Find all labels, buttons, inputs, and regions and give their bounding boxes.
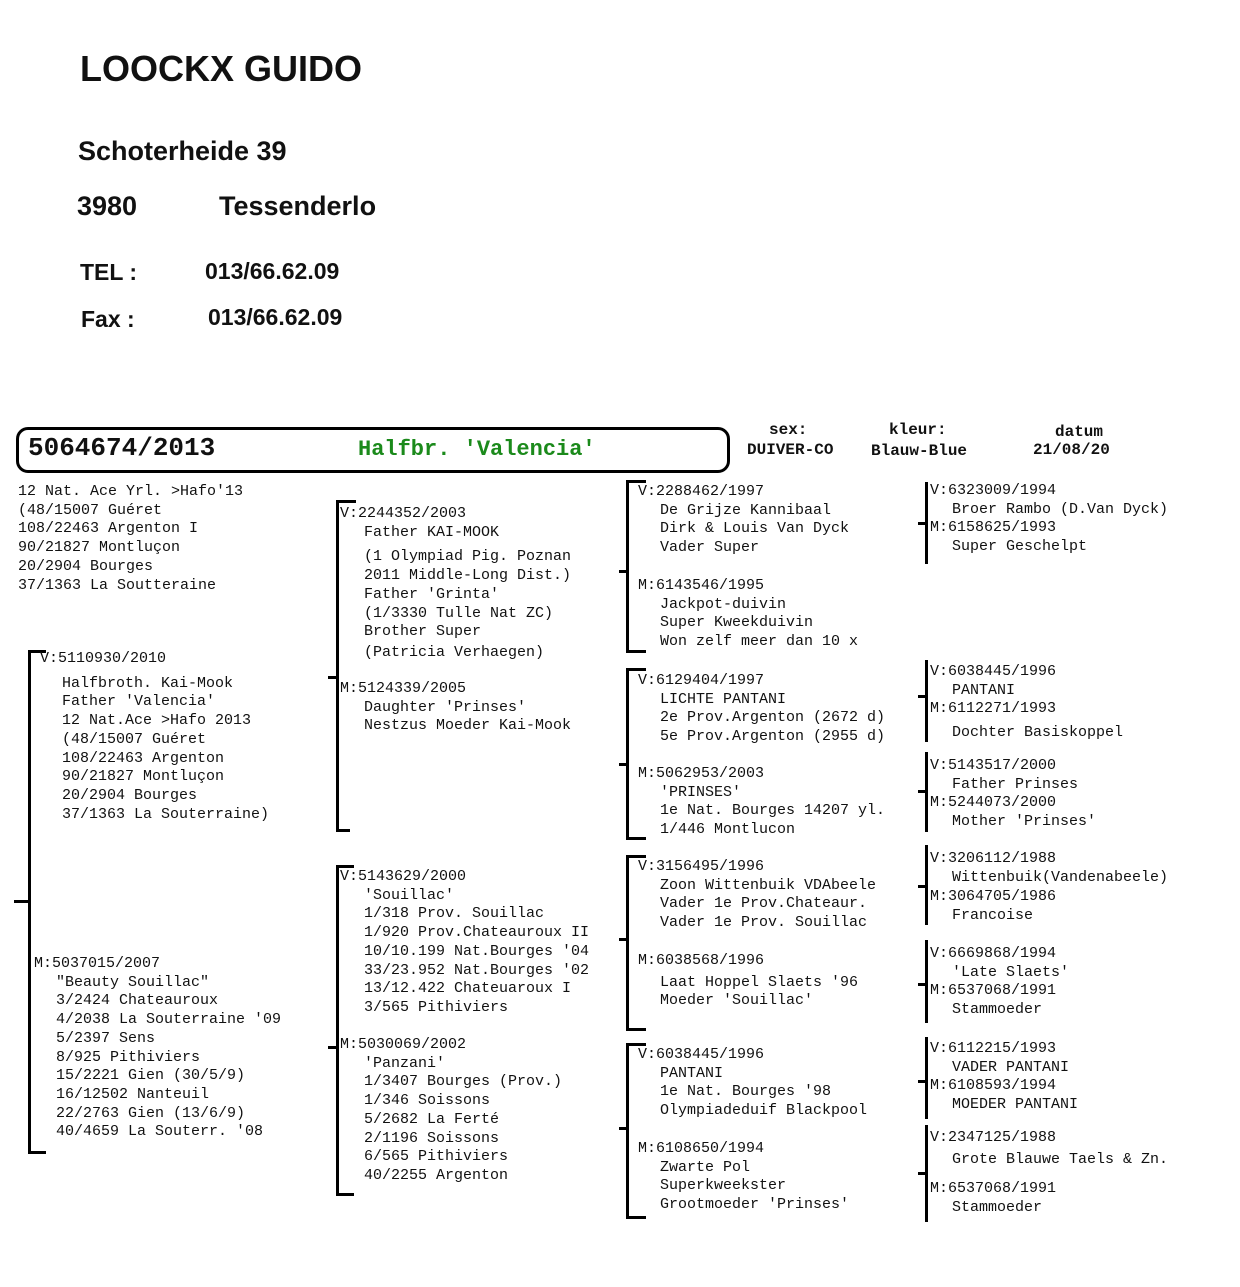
sd-prefix: M: [340, 680, 359, 697]
fax-label: Fax : [81, 306, 135, 332]
ss-block [340, 505, 571, 663]
sdd-line: 'PRINSES' [660, 783, 742, 801]
dam-line: 15/2221 Gien (30/5/9) [56, 1067, 246, 1085]
gen4-ring: 6537068/1991 [948, 982, 1057, 999]
dsd-ring: 6038568/1996 [656, 952, 765, 969]
result-line: 20/2904 Bourges [18, 557, 154, 575]
ddd-ring: 6108650/1994 [656, 1140, 765, 1157]
gen2-sire-bracket-top [336, 500, 356, 503]
ssd-line: Super Kweekduivin [660, 614, 814, 632]
gen4-prefix: V: [930, 1129, 949, 1146]
dd-block [340, 1036, 562, 1186]
gen4-entry [930, 663, 1056, 700]
ds-line: 13/12.422 Chateuaroux I [364, 980, 572, 998]
dds-line: 1e Nat. Bourges '98 [660, 1083, 832, 1101]
gen3-bracket-3-bottom [626, 1028, 646, 1031]
gen2-dam-bracket [336, 865, 339, 1196]
dd-ring: 5030069/2002 [358, 1036, 467, 1053]
dd-line: 6/565 Pithiviers [364, 1148, 509, 1166]
gen4-entry [930, 1077, 1078, 1114]
gen4-connector-5 [918, 983, 925, 986]
sd-line: Nestzus Moeder Kai-Mook [364, 717, 572, 735]
gen4-line: Mother 'Prinses' [952, 812, 1097, 830]
gen4-line: Dochter Basiskoppel [952, 723, 1124, 741]
gen4-ring: 6112271/1993 [948, 700, 1057, 717]
gen3-bracket-3 [626, 855, 629, 1031]
sd-block [340, 680, 571, 736]
dam-line: 4/2038 La Souterraine '09 [56, 1011, 282, 1029]
dds-line: Olympiadeduif Blackpool [660, 1102, 868, 1120]
ds-line: 1/920 Prov.Chateauroux II [364, 924, 590, 942]
gen4-line: PANTANI [952, 681, 1016, 699]
ds-line: 1/318 Prov. Souillac [364, 905, 545, 923]
sss-line: De Grijze Kannibaal [660, 501, 832, 519]
gen4-entry [930, 700, 1123, 742]
dds-ring: 6038445/1996 [656, 1046, 765, 1063]
ssd-block [638, 577, 858, 652]
gen3-connector-3 [619, 938, 626, 941]
gen4-ring: 3064705/1986 [948, 888, 1057, 905]
ddd-line: Superkweekster [660, 1177, 787, 1195]
gen4-line: Francoise [952, 906, 1034, 924]
gen1-bracket [28, 650, 31, 1154]
date-label: datum [1055, 423, 1104, 441]
result-line: 90/21827 Montluçon [18, 539, 181, 557]
gen3-bracket-4-bottom [626, 1216, 646, 1219]
gen4-entry [930, 1129, 1168, 1169]
dds-line: PANTANI [660, 1064, 724, 1082]
sire-line: 90/21827 Montluçon [62, 768, 225, 786]
sds-prefix: V: [638, 672, 657, 689]
dss-prefix: V: [638, 858, 657, 875]
sdd-block [638, 765, 885, 840]
gen4-ring: 6112215/1993 [948, 1040, 1057, 1057]
gen4-line: Grote Blauwe Taels & Zn. [952, 1150, 1169, 1168]
dsd-line: Moeder 'Souillac' [660, 992, 814, 1010]
gen4-prefix: M: [930, 982, 949, 999]
gen4-ring: 3206112/1988 [948, 850, 1057, 867]
gen1-connector [14, 900, 28, 903]
gen2-sire-connector [328, 676, 336, 679]
gen4-ring: 6038445/1996 [948, 663, 1057, 680]
gen4-prefix: V: [930, 757, 949, 774]
ds-prefix: V: [340, 868, 359, 885]
sdd-line: 1e Nat. Bourges 14207 yl. [660, 802, 886, 820]
gen4-bracket-4 [925, 845, 928, 925]
color-label: kleur: [889, 421, 947, 439]
sire-line: (48/15007 Guéret [62, 730, 207, 748]
gen4-line: Super Geschelpt [952, 537, 1088, 555]
dd-line: 1/3407 Bourges (Prov.) [364, 1073, 563, 1091]
dsd-prefix: M: [638, 952, 657, 969]
ds-line: 10/10.199 Nat.Bourges '04 [364, 942, 590, 960]
sire-block [40, 650, 269, 824]
sire-line: 37/1363 La Souterraine) [62, 805, 270, 823]
dam-line: 22/2763 Gien (13/6/9) [56, 1104, 246, 1122]
gen4-prefix: M: [930, 794, 949, 811]
dam-line: 5/2397 Sens [56, 1029, 156, 1047]
sds-line: LICHTE PANTANI [660, 690, 787, 708]
dam-line: 16/12502 Nanteuil [56, 1085, 210, 1103]
result-line: (48/15007 Guéret [18, 501, 163, 519]
pigeon-results [18, 483, 243, 595]
dd-prefix: M: [340, 1036, 359, 1053]
sds-line: 5e Prov.Argenton (2955 d) [660, 728, 886, 746]
gen4-prefix: M: [930, 1180, 949, 1197]
gen4-prefix: V: [930, 1040, 949, 1057]
owner-street: Schoterheide 39 [78, 136, 287, 166]
ssd-ring: 6143546/1995 [656, 577, 765, 594]
gen3-bracket-4 [626, 1043, 629, 1219]
pigeon-name: Halfbr. 'Valencia' [358, 437, 596, 462]
sire-line: Father 'Valencia' [62, 693, 216, 711]
gen2-dam-bracket-bottom [336, 1193, 354, 1196]
gen2-dam-connector [328, 1046, 336, 1049]
dsd-line: Laat Hoppel Slaets '96 [660, 973, 859, 991]
gen4-entry [930, 850, 1168, 887]
dd-line: 2/1196 Soissons [364, 1129, 500, 1147]
sire-ring: 5110930/2010 [58, 650, 167, 667]
ssd-line: Won zelf meer dan 10 x [660, 633, 859, 651]
gen4-entry [930, 482, 1168, 519]
gen4-line: Father Prinses [952, 775, 1079, 793]
gen4-entry [930, 1040, 1069, 1077]
gen4-bracket-1 [925, 482, 928, 564]
gen4-connector-2 [918, 695, 925, 698]
gen4-connector-6 [918, 1080, 925, 1083]
gen4-ring: 6108593/1994 [948, 1077, 1057, 1094]
dam-block [34, 955, 281, 1142]
ssd-line: Jackpot-duivin [660, 595, 787, 613]
gen2-sire-bracket [336, 500, 339, 832]
result-line: 12 Nat. Ace Yrl. >Hafo'13 [18, 483, 244, 500]
dd-line: 'Panzani' [364, 1054, 446, 1072]
tel-label: TEL : [80, 259, 138, 285]
dss-line: Vader 1e Prov. Souillac [660, 914, 868, 932]
ssd-prefix: M: [638, 577, 657, 594]
gen4-prefix: M: [930, 519, 949, 536]
sss-block [638, 483, 849, 558]
ss-line: (1/3330 Tulle Nat ZC) [364, 604, 554, 622]
dam-line: 8/925 Pithiviers [56, 1048, 201, 1066]
gen4-ring: 5244073/2000 [948, 794, 1057, 811]
gen4-line: Broer Rambo (D.Van Dyck) [952, 500, 1169, 518]
ss-line: 2011 Middle-Long Dist.) [364, 567, 572, 585]
sex-label: sex: [769, 421, 808, 439]
tel-value: 013/66.62.09 [205, 258, 340, 284]
owner-name: LOOCKX GUIDO [80, 48, 363, 89]
gen4-entry [930, 519, 1087, 556]
ss-ring: 2244352/2003 [358, 505, 467, 522]
gen4-prefix: V: [930, 482, 949, 499]
gen4-ring: 2347125/1988 [948, 1129, 1057, 1146]
sdd-prefix: M: [638, 765, 657, 782]
dam-ring: 5037015/2007 [52, 955, 161, 972]
dss-line: Vader 1e Prov.Chateaur. [660, 895, 868, 913]
sss-line: Dirk & Louis Van Dyck [660, 520, 850, 538]
gen4-bracket-5 [925, 940, 928, 1023]
gen4-bracket-3 [925, 752, 928, 832]
gen3-bracket-2-top [626, 668, 646, 671]
ds-ring: 5143629/2000 [358, 868, 467, 885]
ss-prefix: V: [340, 505, 359, 522]
sds-ring: 6129404/1997 [656, 672, 765, 689]
dd-line: 1/346 Soissons [364, 1092, 491, 1110]
ds-block [340, 868, 589, 1018]
pigeon-ring: 5064674/2013 [28, 433, 216, 463]
gen4-bracket-2 [925, 660, 928, 742]
owner-postcode: 3980 [77, 191, 138, 221]
ss-line: (1 Olympiad Pig. Poznan [364, 548, 572, 566]
ss-line: (Patricia Verhaegen) [364, 643, 545, 661]
sss-ring: 2288462/1997 [656, 483, 765, 500]
gen4-bracket-6 [925, 1037, 928, 1119]
color-value: Blauw-Blue [871, 442, 968, 460]
gen4-line: Wittenbuik(Vandenabeele) [952, 868, 1169, 886]
dss-block [638, 858, 876, 933]
gen4-line: VADER PANTANI [952, 1058, 1070, 1076]
gen4-ring: 6158625/1993 [948, 519, 1057, 536]
gen4-line: 'Late Slaets' [952, 963, 1070, 981]
gen3-bracket-1 [626, 480, 629, 653]
gen4-ring: 6537068/1991 [948, 1180, 1057, 1197]
gen4-connector-1 [918, 522, 925, 525]
dd-line: 40/2255 Argenton [364, 1166, 509, 1184]
ds-line: 'Souillac' [364, 886, 455, 904]
gen3-bracket-2 [626, 668, 629, 840]
dss-ring: 3156495/1996 [656, 858, 765, 875]
dds-block [638, 1046, 867, 1121]
owner-city: Tessenderlo [219, 191, 377, 221]
fax-value: 013/66.62.09 [208, 304, 343, 330]
gen4-entry [930, 757, 1078, 794]
dsd-block [638, 952, 858, 1011]
gen4-entry [930, 945, 1069, 982]
dss-line: Zoon Wittenbuik VDAbeele [660, 876, 877, 894]
gen4-line: Stammoeder [952, 1198, 1043, 1216]
date-value: 21/08/20 [1033, 441, 1110, 459]
gen4-prefix: V: [930, 945, 949, 962]
gen1-bracket-bottom [28, 1151, 46, 1154]
sex-value: DUIVER-CO [747, 441, 834, 459]
gen3-connector-4 [619, 1127, 626, 1130]
sd-line: Daughter 'Prinses' [364, 698, 527, 716]
gen3-connector-1 [619, 570, 626, 573]
sire-prefix: V: [40, 650, 59, 667]
ddd-prefix: M: [638, 1140, 657, 1157]
gen4-entry [930, 982, 1056, 1019]
gen4-prefix: V: [930, 663, 949, 680]
dd-line: 5/2682 La Ferté [364, 1110, 500, 1128]
gen4-ring: 6323009/1994 [948, 482, 1057, 499]
dam-line: 40/4659 La Souterr. '08 [56, 1123, 264, 1141]
gen4-connector-4 [918, 885, 925, 888]
sd-ring: 5124339/2005 [358, 680, 467, 697]
gen2-sire-bracket-bottom [336, 829, 350, 832]
sdd-line: 1/446 Montlucon [660, 821, 796, 839]
gen4-connector-7 [918, 1172, 925, 1175]
gen4-entry [930, 1180, 1056, 1217]
sire-line: 20/2904 Bourges [62, 786, 198, 804]
gen4-ring: 5143517/2000 [948, 757, 1057, 774]
dam-prefix: M: [34, 955, 53, 972]
ddd-line: Zwarte Pol [660, 1158, 751, 1176]
gen4-line: MOEDER PANTANI [952, 1095, 1079, 1113]
gen4-line: Stammoeder [952, 1000, 1043, 1018]
ss-line: Brother Super [364, 623, 482, 641]
result-line: 37/1363 La Soutteraine [18, 576, 217, 594]
gen4-prefix: M: [930, 1077, 949, 1094]
dam-line: 3/2424 Chateauroux [56, 992, 219, 1010]
gen4-ring: 6669868/1994 [948, 945, 1057, 962]
dam-line: "Beauty Souillac" [56, 973, 210, 991]
dds-prefix: V: [638, 1046, 657, 1063]
sss-prefix: V: [638, 483, 657, 500]
gen4-prefix: V: [930, 850, 949, 867]
sss-line: Vader Super [660, 539, 760, 557]
ddd-block [638, 1140, 849, 1215]
gen4-entry [930, 794, 1096, 831]
result-line: 108/22463 Argenton I [18, 520, 199, 538]
ddd-line: Grootmoeder 'Prinses' [660, 1196, 850, 1214]
ss-line: Father 'Grinta' [364, 585, 500, 603]
sire-line: 108/22463 Argenton [62, 749, 225, 767]
ss-line: Father KAI-MOOK [364, 523, 500, 541]
gen4-prefix: M: [930, 700, 949, 717]
sire-line: 12 Nat.Ace >Hafo 2013 [62, 712, 252, 730]
sds-block [638, 672, 885, 747]
gen4-bracket-7 [925, 1125, 928, 1222]
ds-line: 33/23.952 Nat.Bourges '02 [364, 961, 590, 979]
sds-line: 2e Prov.Argenton (2672 d) [660, 709, 886, 727]
gen4-prefix: M: [930, 888, 949, 905]
gen4-connector-3 [918, 790, 925, 793]
sire-line: Halfbroth. Kai-Mook [62, 674, 234, 692]
gen3-connector-2 [619, 763, 626, 766]
ds-line: 3/565 Pithiviers [364, 998, 509, 1016]
sdd-ring: 5062953/2003 [656, 765, 765, 782]
gen4-entry [930, 888, 1056, 925]
